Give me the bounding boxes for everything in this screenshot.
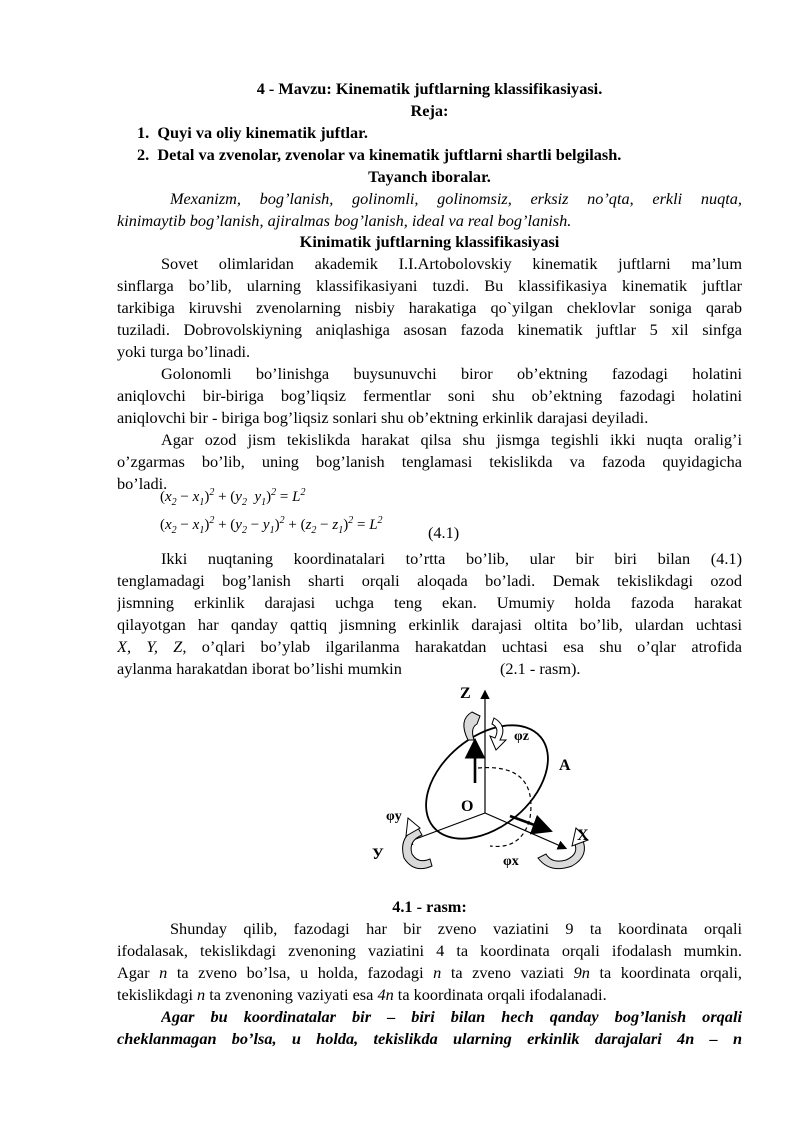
- rigid-body-axes-figure: [360, 678, 620, 890]
- paragraph-line: qilayotgan har qanday qattiq jismning erkinlik darajasi oltita bo’lib, ulardan uchtasi: [117, 615, 742, 634]
- x-axis: [485, 813, 565, 848]
- equation-number: (4.1): [428, 523, 460, 542]
- text: Agar: [117, 963, 160, 982]
- math-var: 9n: [573, 963, 590, 982]
- plan-item-number: 1.: [137, 123, 150, 142]
- paragraph-line: bo’ladi.: [117, 474, 168, 493]
- label-z: Z: [460, 685, 471, 702]
- text: tekislikdagi: [117, 985, 198, 1004]
- text: ta koordinata orqali,: [589, 963, 742, 982]
- math-var: n: [159, 963, 168, 982]
- paragraph-line: Golonomli bo’linishga buysunuvchi biror ob’ektning fazodagi holatini: [161, 364, 742, 383]
- paragraph-line: tarkibiga kiruvshi zvenolarning nisbiy harakatiga qo`yilgan cheklovlar soniga qarab: [117, 298, 742, 317]
- plan-item-number: 2.: [137, 145, 150, 164]
- paragraph-line: tenglamadagi bog’lanish sharti orqali aloqada bo’ladi. Demak tekislikdagi ozod: [117, 571, 742, 590]
- label-y: У: [372, 846, 384, 863]
- paragraph-line: aniqlovchi bir-biriga bog’liqsiz fermentlar soni shu ob’ektning fazodagi holatini: [117, 386, 742, 405]
- paragraph-line: jismning erkinlik darajasi uchga teng ekan. Umumiy holda fazoda harakat: [117, 593, 742, 612]
- paragraph-line: Agar bu koordinatalar bir – biri bilan hech qanday bog’lanish orqali: [161, 1007, 742, 1026]
- label-a: A: [559, 757, 571, 774]
- plan-item: [137, 122, 368, 144]
- section-heading: Kinimatik juftlarning klassifikasiyasi: [299, 232, 560, 251]
- label-o: O: [461, 798, 474, 815]
- plan-heading: Reja:: [410, 101, 449, 120]
- body-ellipse: [404, 703, 569, 862]
- paragraph-line: Shunday qilib, fazodagi har bir zveno vaziatini 9 ta koordinata orqali: [170, 919, 742, 938]
- axes-names: X, Y, Z,: [117, 637, 187, 656]
- paragraph-line: ifodalasak, tekislikdagi zvenoning vaziatini 4 ta koordinata orqali ifodalash mumkin.: [117, 941, 742, 960]
- math-var: n: [197, 985, 206, 1004]
- label-phi-z: φz: [514, 729, 529, 744]
- paragraph-line: Sovet olimlaridan akademik I.I.Artobolovskiy kinematik juftlarni ma’lum: [161, 254, 742, 273]
- paragraph-text: aylanma harakatdan iborat bo’lishi mumkin: [117, 659, 402, 678]
- plan-item-text: Quyi va oliy kinematik juftlar.: [157, 123, 368, 142]
- paragraph-line: [117, 984, 607, 1006]
- text: ta koordinata orqali ifodalanadi.: [393, 985, 607, 1004]
- keywords-heading: Tayanch iboralar.: [368, 167, 491, 186]
- paragraph-line: cheklanmagan bo’lsa, u holda, tekislikda ularning erkinlik darajalari 4n – n: [117, 1029, 742, 1048]
- x-vector: [510, 816, 548, 830]
- document-title: 4 - Mavzu: Kinematik juftlarning klassifikasiyasi.: [256, 79, 603, 98]
- rotation-arrow-z: [464, 712, 480, 740]
- equation-spatial: $(x_2 - x_1)^2 + (y_2 - y_1)^2 + (z_2 - z_1)^2 = L^2$: [160, 515, 383, 536]
- paragraph-text: o’qlari bo’ylab ilgarilanma harakatdan uchtasi esa shu o’qlar atrofida: [186, 637, 742, 656]
- equation-planar: $(x_2 - x_1)^2 + (y_2$ $y_1)^2 = L^2$: [160, 487, 306, 508]
- plan-item: [137, 144, 621, 166]
- text: ta zvenoning vaziyati esa: [205, 985, 378, 1004]
- math-var: 4n: [377, 985, 394, 1004]
- label-x: X: [577, 827, 589, 844]
- paragraph-line: tuziladi. Dobrovolskiyning aniqlashiga asosan fazoda kinematik juftlar 5 xil sinfga: [117, 320, 742, 339]
- paragraph-line: [117, 658, 402, 680]
- paragraph-line: [117, 962, 742, 984]
- figure-reference: (2.1 - rasm).: [500, 659, 581, 678]
- math-var: n: [433, 963, 442, 982]
- paragraph-line: Ikki nuqtaning koordinatalari to’rtta bo’lib, ular bir biri bilan (4.1): [161, 549, 742, 568]
- paragraph-line: Agar ozod jism tekislikda harakat qilsa shu jismga tegishli ikki nuqta oralig’i: [161, 430, 742, 449]
- paragraph-line: o’zgarmas bo’lib, uning bog’lanish tenglamasi tekislikda va fazoda quyidagicha: [117, 452, 742, 471]
- label-phi-y: φy: [386, 809, 402, 824]
- plan-item-text: Detal va zvenolar, zvenolar va kinematik juftlarni shartli belgilash.: [157, 145, 622, 164]
- keywords-line: Mexanizm, bog’lanish, golinomli, golinomsiz, erksiz no’qta, erkli nuqta,: [170, 189, 742, 208]
- figure-caption: 4.1 - rasm:: [392, 897, 467, 916]
- paragraph-line: yoki turga bo’linadi.: [117, 342, 251, 361]
- label-phi-x: φx: [503, 854, 519, 869]
- paragraph-line: sinflarga bo’lib, ularning klassifikasiyani tuzdi. Bu klassifikasiya kinematik juftlar: [117, 276, 742, 295]
- keywords-line: kinimaytib bog’lanish, ajiralmas bog’lanish, ideal va real bog’lanish.: [117, 211, 572, 230]
- text: ta zveno bo’lsa, u holda, fazodagi: [167, 963, 434, 982]
- rotation-arrow-z-head: [490, 718, 506, 750]
- text: ta zveno vaziati: [441, 963, 574, 982]
- paragraph-line: [117, 636, 742, 658]
- paragraph-line: aniqlovchi bir - biriga bog’liqsiz sonlari shu ob’ektning erkinlik darajasi deyiladi.: [117, 408, 649, 427]
